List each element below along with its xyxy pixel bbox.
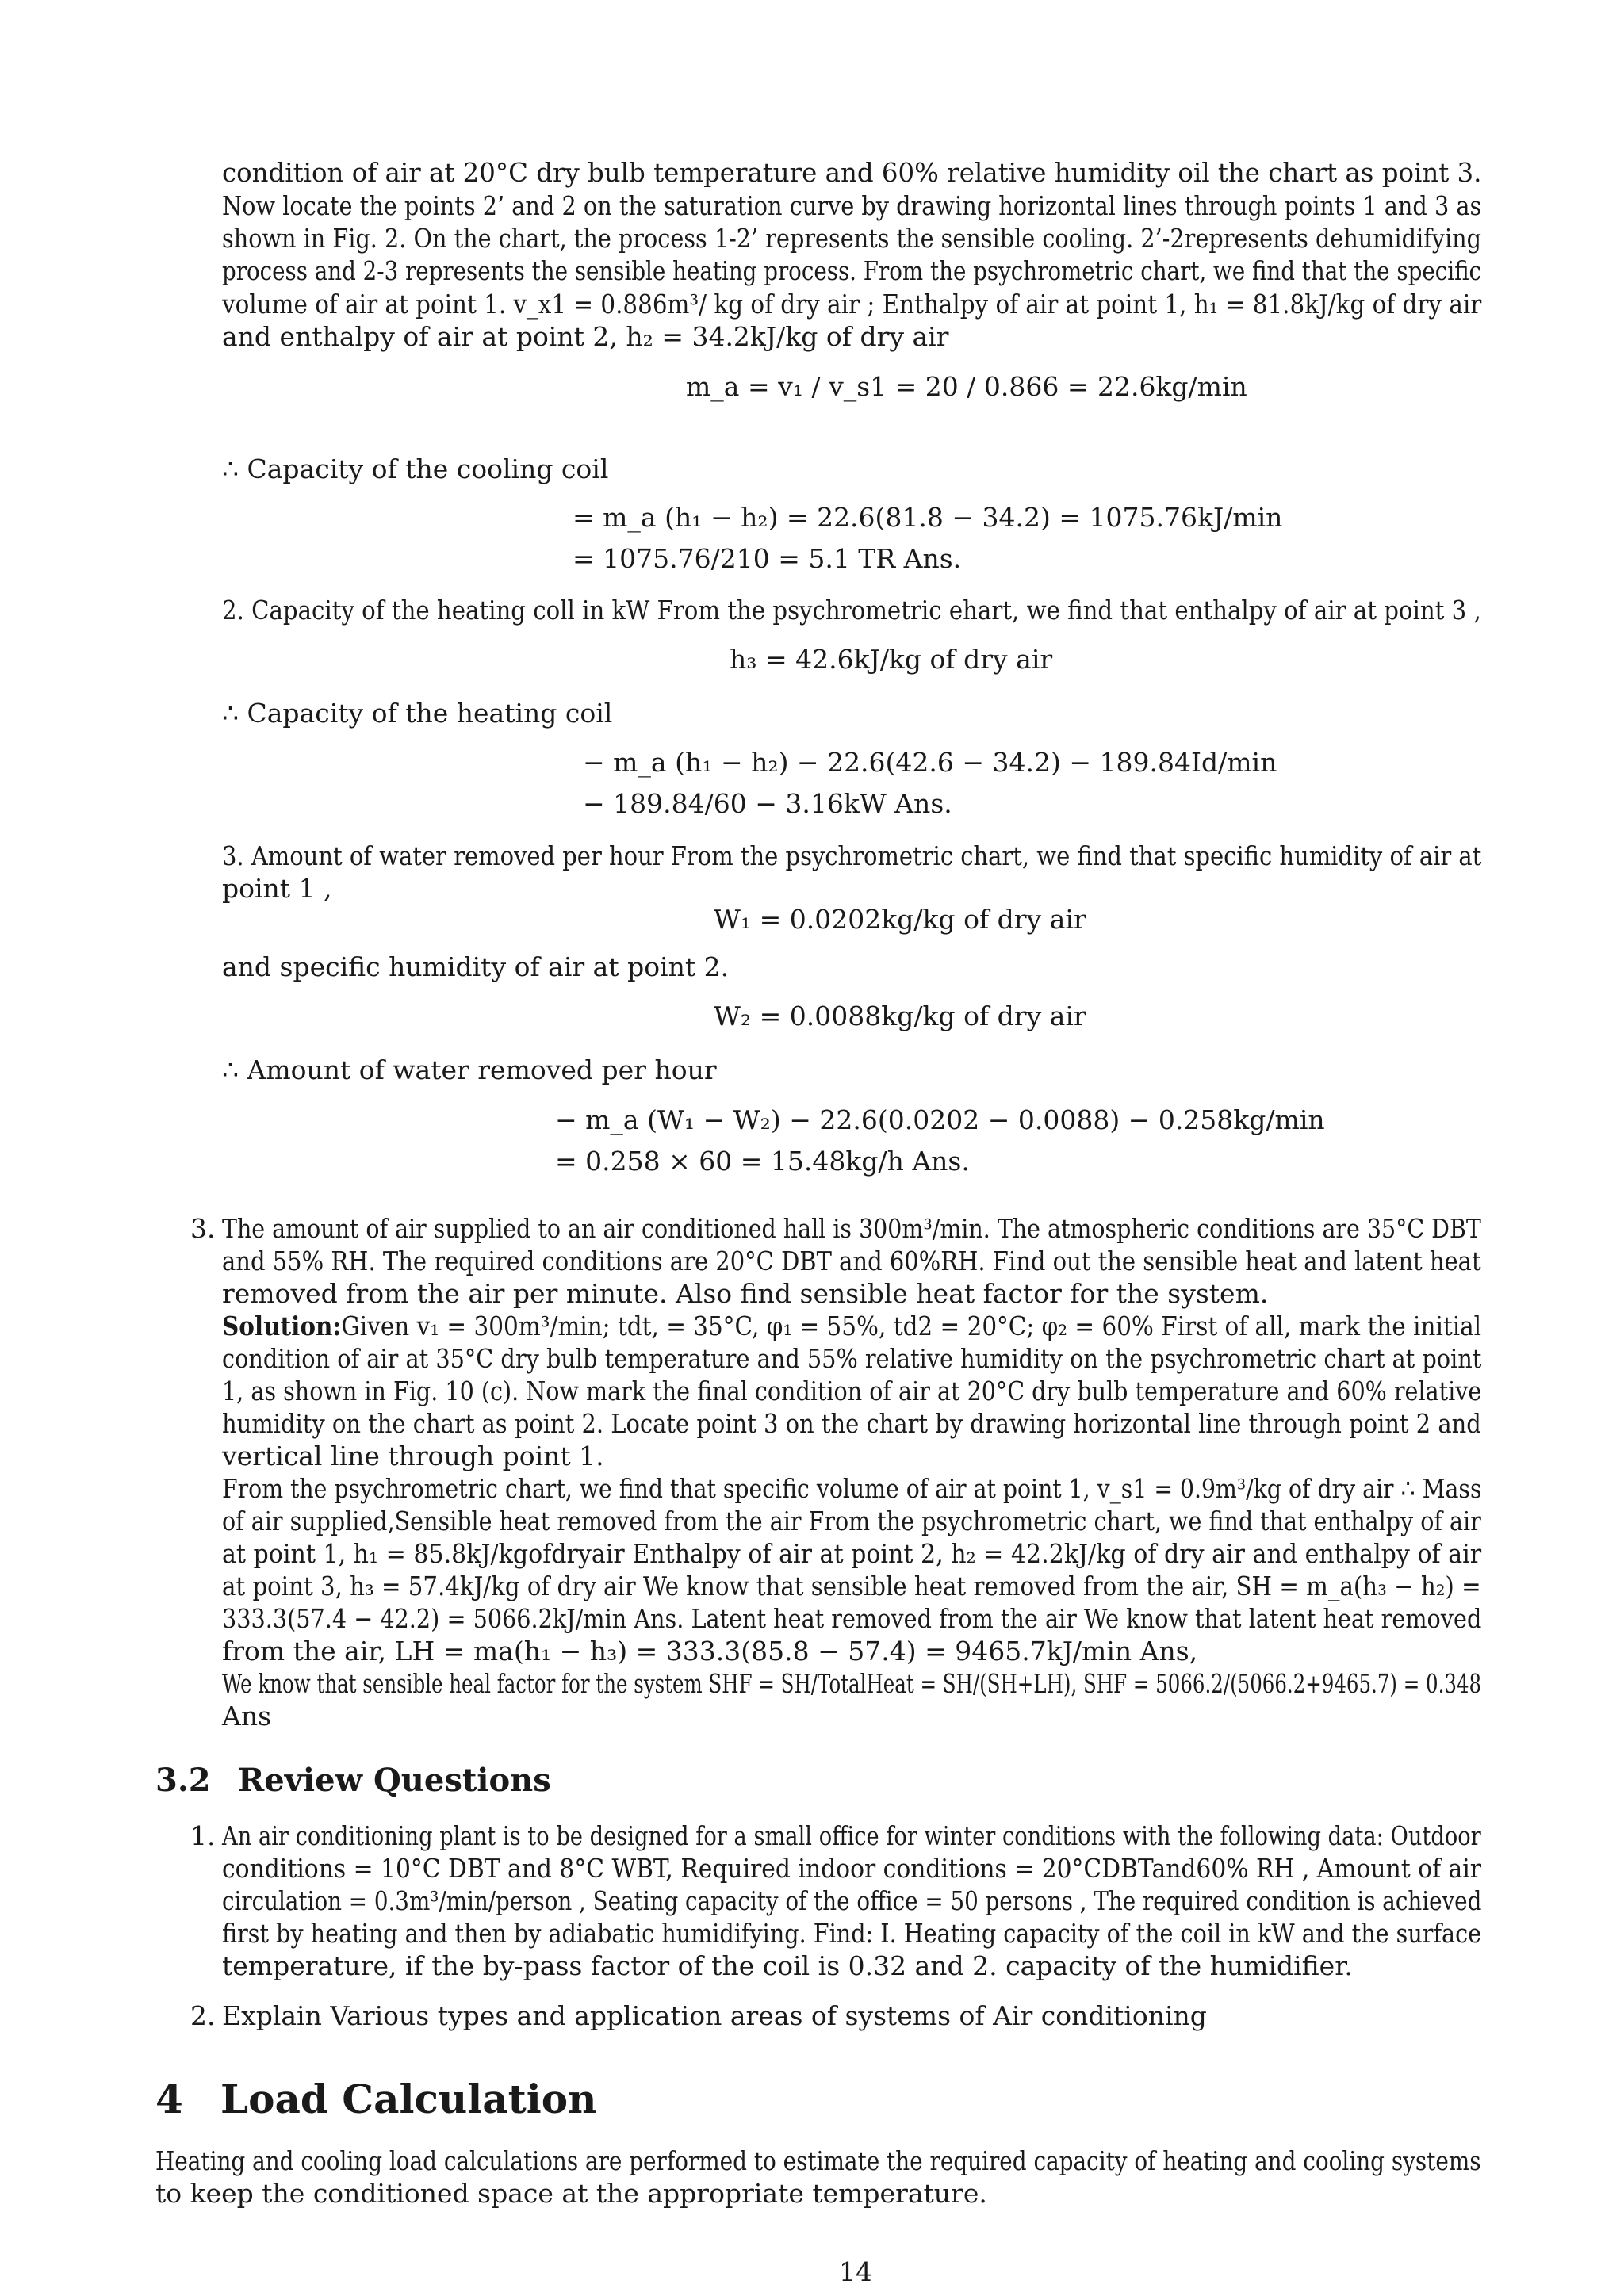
equation-water-2: = 0.258 × 60 = 15.48kg/h Ans. [555, 1146, 970, 1177]
list-number: 2. [190, 2000, 216, 2031]
text-line: temperature, if the by-pass factor of the coil is 0.32 and 2. capacity of the humidifier. [222, 1950, 1353, 1981]
item-water-removed-cont: point 1 , [222, 873, 332, 904]
text-line: conditions = 10°C DBT and 8°C WBT, Required indoor conditions = 20°CDBTand60% RH , Amount of air [222, 1853, 1482, 1884]
text-line: Ans [222, 1701, 272, 1732]
equation-h3: h₃ = 42.6kJ/kg of dry air [730, 644, 1053, 675]
equation-heating-2: − 189.84/60 − 3.16kW Ans. [583, 788, 952, 819]
text-line: volume of air at point 1. v_x1 = 0.886m³/ kg of dry air ; Enthalpy of air at point 1, h₁ = 81.8kJ/kg of dry air [222, 289, 1482, 320]
solution-label: Solution: [222, 1311, 342, 1341]
text-line [222, 1311, 1481, 1342]
chapter-title: Load Calculation [220, 2076, 597, 2122]
section-number: 3.2 [155, 1762, 211, 1799]
equation-water-1: − m_a (W₁ − W₂) − 22.6(0.0202 − 0.0088) − 0.258kg/min [555, 1104, 1325, 1135]
solution-text: Given v₁ = 300m³/min; tdt, = 35°C, φ₁ = 55%, td2 = 20°C; φ₂ = 60% First of all, mark the initial [341, 1311, 1482, 1341]
text-line: process and 2-3 represents the sensible heating process. From the psychrometric chart, we find that the specific [222, 255, 1482, 286]
text-line: circulation = 0.3m³/min/person , Seating capacity of the office = 50 persons , The required condition is achieved [222, 1885, 1482, 1916]
label-heating-coil: ∴ Capacity of the heating coil [222, 698, 613, 729]
text-line: shown in Fig. 2. On the chart, the process 1-2’ represents the sensible cooling. 2’-2represents dehumidifying [222, 223, 1481, 254]
page-number: 14 [839, 2256, 872, 2287]
equation-w2: W₂ = 0.0088kg/kg of dry air [714, 1001, 1086, 1031]
text-line: at point 3, h₃ = 57.4kJ/kg of dry air We know that sensible heat removed from the air, SH = m_a(h₃ − h₂) = [222, 1571, 1481, 1601]
text-line: Heating and cooling load calculations are performed to estimate the required capacity of heating and cooling systems [155, 2145, 1481, 2176]
text-line: to keep the conditioned space at the appropriate temperature. [155, 2178, 987, 2209]
text-line: 1, as shown in Fig. 10 (c). Now mark the final condition of air at 20°C dry bulb temperature and 60% relative [222, 1376, 1482, 1406]
text-line: We know that sensible heal factor for the system SHF = SH/TotalHeat = SH/(SH+LH), SHF = 5066.2/(5066.2+9465.7) = 0.348 [222, 1668, 1482, 1699]
label-cooling-coil: ∴ Capacity of the cooling coil [222, 453, 609, 484]
text-line: vertical line through point 1. [222, 1441, 604, 1471]
text-line: Now locate the points 2’ and 2 on the saturation curve by drawing horizontal lines through points 1 and 3 as [222, 190, 1482, 221]
text-line: 333.3(57.4 − 42.2) = 5066.2kJ/min Ans. Latent heat removed from the air We know that latent heat removed [222, 1603, 1482, 1634]
equation-cooling-2: = 1075.76/210 = 5.1 TR Ans. [573, 543, 962, 574]
equation-cooling-1: = m_a (h₁ − h₂) = 22.6(81.8 − 34.2) = 1075.76kJ/min [573, 502, 1283, 533]
item-heating-capacity: 2. Capacity of the heating coll in kW From the psychrometric ehart, we find that enthalpy of air at point 3 , [222, 595, 1481, 626]
text-line: From the psychrometric chart, we find that specific volume of air at point 1, v_s1 = 0.9m³/kg of dry air ∴ Mass [222, 1473, 1482, 1504]
text-line: first by heating and then by adiabatic humidifying. Find: I. Heating capacity of the coil in kW and the surface [222, 1918, 1482, 1949]
text-line: at point 1, h₁ = 85.8kJ/kgofdryair Enthalpy of air at point 2, h₂ = 42.2kJ/kg of dry air and enthalpy of air [222, 1538, 1482, 1569]
text-line: condition of air at 20°C dry bulb temperature and 60% relative humidity oil the chart as point 3. [222, 157, 1482, 188]
list-number: 3. [190, 1213, 216, 1244]
text-line: from the air, LH = ma(h₁ − h₃) = 333.3(85.8 − 57.4) = 9465.7kJ/min Ans, [222, 1636, 1198, 1667]
label-water-removed: ∴ Amount of water removed per hour [222, 1054, 717, 1085]
chapter-number: 4 [155, 2076, 183, 2122]
equation-mass-flow: m_a = v₁ / v_s1 = 20 / 0.866 = 22.6kg/min [686, 371, 1247, 402]
text-line: removed from the air per minute. Also find sensible heat factor for the system. [222, 1278, 1269, 1309]
text-line: The amount of air supplied to an air conditioned hall is 300m³/min. The atmospheric conditions are 35°C DBT [222, 1213, 1481, 1244]
text-line: humidity on the chart as point 2. Locate point 3 on the chart by drawing horizontal line through point 2 and [222, 1408, 1481, 1439]
text-line: Explain Various types and application areas of systems of Air conditioning [222, 2000, 1207, 2031]
label-w2: and specific humidity of air at point 2. [222, 951, 730, 982]
equation-w1: W₁ = 0.0202kg/kg of dry air [714, 904, 1086, 935]
text-line: condition of air at 35°C dry bulb temperature and 55% relative humidity on the psychrometric chart at point [222, 1343, 1482, 1374]
text-line: and 55% RH. The required conditions are 20°C DBT and 60%RH. Find out the sensible heat and latent heat [222, 1246, 1481, 1276]
text-line: and enthalpy of air at point 2, h₂ = 34.2kJ/kg of dry air [222, 321, 949, 352]
text-line: An air conditioning plant is to be designed for a small office for winter conditions with the following data: Outdoor [222, 1820, 1481, 1851]
text-line: of air supplied,Sensible heat removed from the air From the psychrometric chart, we find that enthalpy of air [222, 1506, 1481, 1536]
list-number: 1. [190, 1820, 216, 1851]
equation-heating-1: − m_a (h₁ − h₂) − 22.6(42.6 − 34.2) − 189.84Id/min [583, 747, 1277, 778]
section-title: Review Questions [238, 1762, 551, 1799]
item-water-removed: 3. Amount of water removed per hour From the psychrometric chart, we find that specific humidity of air at [222, 840, 1482, 871]
